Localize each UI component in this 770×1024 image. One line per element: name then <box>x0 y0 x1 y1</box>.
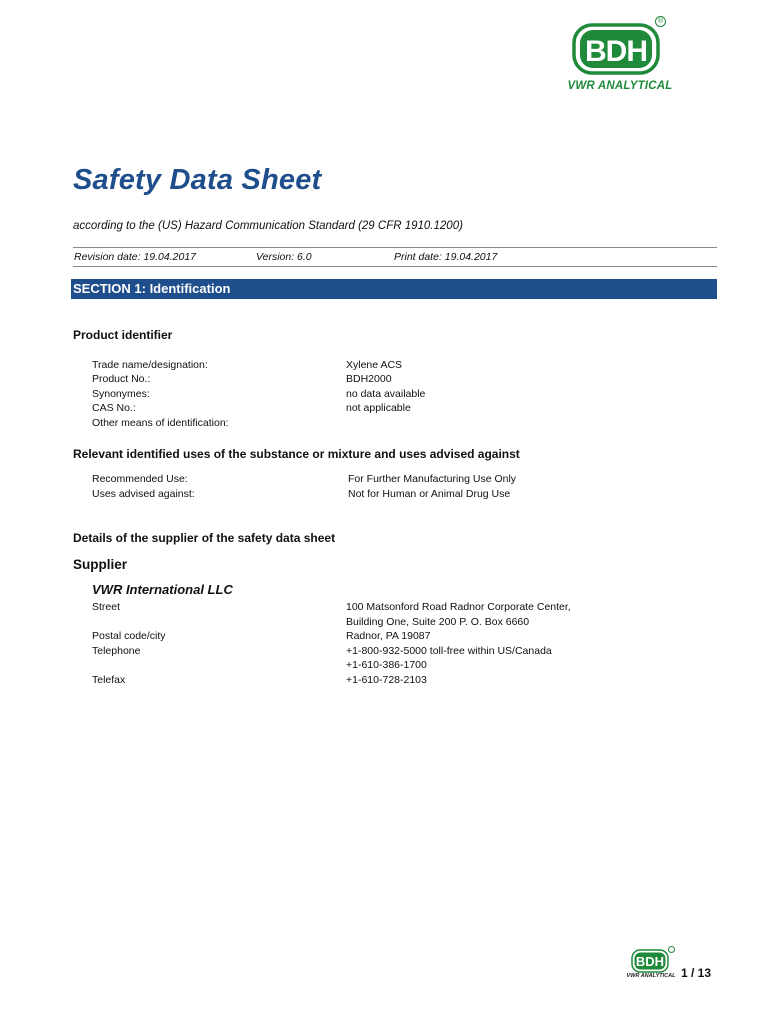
telefax-value: +1-610-728-2103 <box>346 674 427 686</box>
product-no-value: BDH2000 <box>346 373 392 385</box>
document-title: Safety Data Sheet <box>73 164 322 196</box>
meta-bottom-rule <box>73 266 717 267</box>
revision-date: Revision date: 19.04.2017 <box>74 251 197 263</box>
cas-no-label: CAS No.: <box>92 402 136 414</box>
footer-logo-subtitle: VWR ANALYTICAL <box>626 973 676 979</box>
telephone-label: Telephone <box>92 645 141 657</box>
registered-mark: ® <box>655 16 666 27</box>
bdh-badge-icon <box>572 23 660 87</box>
uses-heading: Relevant identified uses of the substance or mixture and uses advised against <box>73 447 520 461</box>
synonymes-label: Synonymes: <box>92 388 150 400</box>
postal-value: Radnor, PA 19087 <box>346 630 431 642</box>
footer-registered-mark <box>668 946 675 953</box>
uses-advised-against-value: Not for Human or Animal Drug Use <box>348 488 511 500</box>
bdh-logo <box>560 14 680 96</box>
section-1-header <box>71 279 717 299</box>
document-subtitle: according to the (US) Hazard Communication Standard (29 CFR 1910.1200) <box>73 220 463 232</box>
footer-bdh-badge-icon <box>631 949 669 975</box>
synonymes-value: no data available <box>346 388 426 400</box>
footer-bdh-logo <box>626 946 676 980</box>
svg-text:BDH: BDH <box>585 35 647 68</box>
version: Version: 6.0 <box>256 251 312 263</box>
telephone-line-1: +1-800-932-5000 toll-free within US/Canada <box>346 645 552 657</box>
logo-subtitle: VWR ANALYTICAL <box>567 80 673 92</box>
company-name: VWR International LLC <box>92 582 233 597</box>
supplier-heading: Supplier <box>73 557 128 572</box>
street-label: Street <box>92 601 121 613</box>
cas-no-value: not applicable <box>346 402 411 414</box>
postal-label: Postal code/city <box>92 630 166 642</box>
section-1-title: SECTION 1: Identification <box>73 281 231 296</box>
telefax-label: Telefax <box>92 674 126 686</box>
street-line-2: Building One, Suite 200 P. O. Box 6660 <box>346 616 530 628</box>
street-line-1: 100 Matsonford Road Radnor Corporate Center, <box>346 601 571 613</box>
product-no-label: Product No.: <box>92 373 151 385</box>
other-means-label: Other means of identification: <box>92 417 229 429</box>
svg-text:BDH: BDH <box>635 954 665 969</box>
trade-name-label: Trade name/designation: <box>92 359 208 371</box>
uses-advised-against-label: Uses advised against: <box>92 488 195 500</box>
trade-name-value: Xylene ACS <box>346 359 403 371</box>
product-identifier-heading: Product identifier <box>73 328 173 342</box>
telephone-line-2: +1-610-386-1700 <box>346 659 427 671</box>
recommended-use-label: Recommended Use: <box>92 473 188 485</box>
print-date: Print date: 19.04.2017 <box>394 251 498 263</box>
recommended-use-value: For Further Manufacturing Use Only <box>348 473 517 485</box>
supplier-details-heading: Details of the supplier of the safety data sheet <box>73 531 336 545</box>
page-number: 1 / 13 <box>681 966 712 980</box>
meta-top-rule <box>73 247 717 248</box>
